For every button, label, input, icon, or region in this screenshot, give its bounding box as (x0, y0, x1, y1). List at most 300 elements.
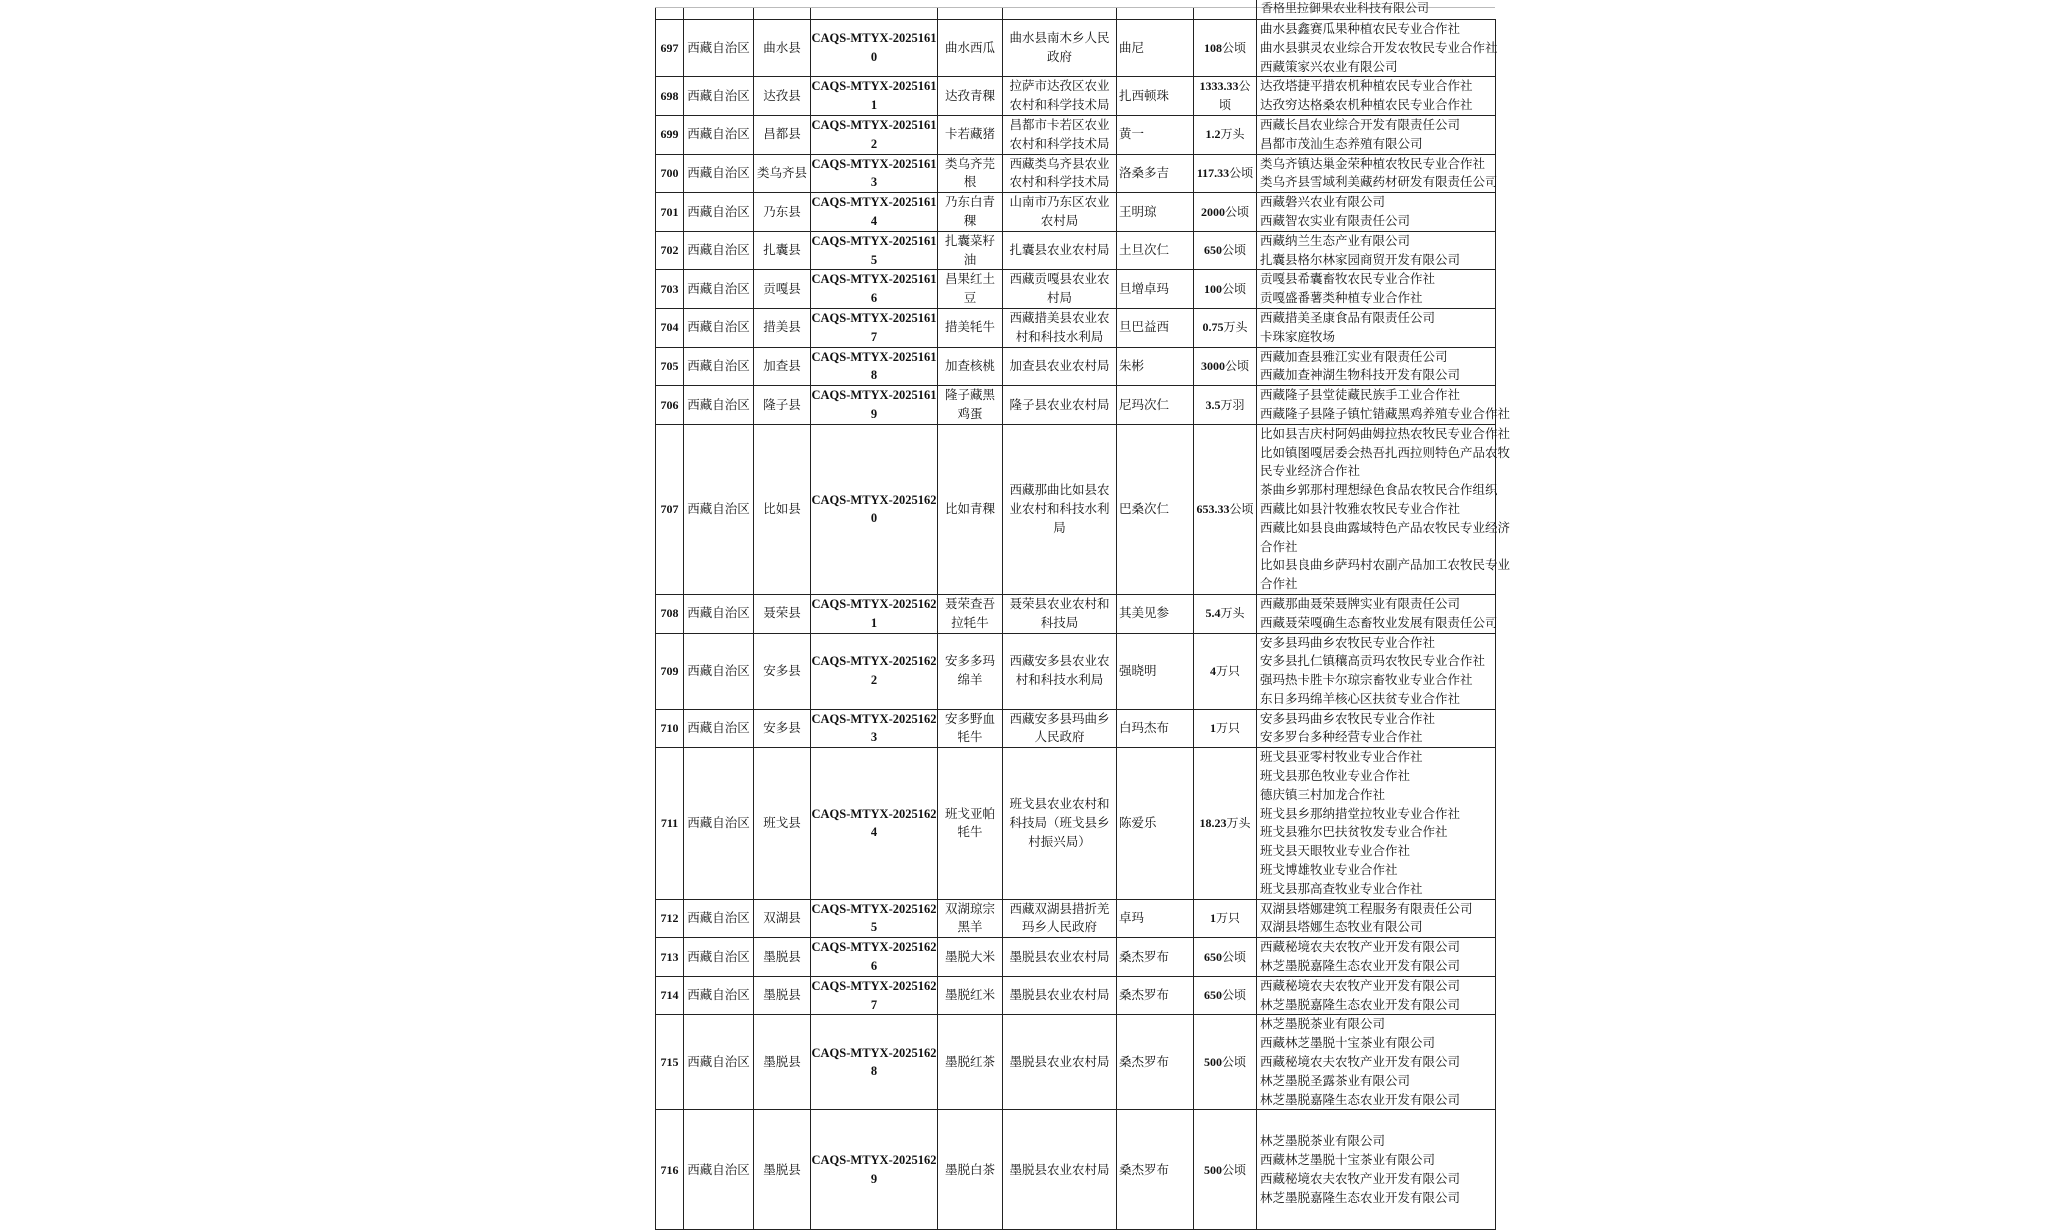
product-name-cell-text: 安多多玛绵羊 (944, 653, 995, 688)
contact-person-cell-text: 桑杰罗布 (1119, 987, 1170, 1003)
applicant-agency-cell-text: 西藏措美县农业农村和科技水利局 (1009, 309, 1110, 344)
product-name-cell (938, 424, 1003, 594)
contact-person-cell (1117, 1110, 1194, 1230)
product-name-cell-text: 乃东白青稞 (944, 194, 995, 228)
entity-name: 林芝墨脱嘉隆生态农业开发有限公司 (1260, 1091, 1461, 1107)
table-row (656, 976, 1496, 1015)
operating-entities-cell (1257, 1015, 1496, 1110)
scale-cell (1194, 386, 1257, 425)
certificate-code-cell-text: CAQS-MTYX-20251622 (811, 654, 937, 688)
county-cell (754, 386, 811, 425)
applicant-agency-cell (1003, 308, 1117, 347)
entity-name: 安多县玛曲乡农牧民专业合作社 (1260, 710, 1436, 726)
table-row (656, 1110, 1496, 1230)
table-row (656, 633, 1496, 709)
province-cell (684, 976, 754, 1015)
applicant-agency-cell (1003, 231, 1117, 270)
contact-person-cell-text: 朱彬 (1119, 357, 1145, 373)
county-cell-text: 安多县 (763, 720, 801, 736)
province-cell-text: 西藏自治区 (687, 500, 750, 516)
entity-name: 民专业经济合作社 (1260, 463, 1361, 479)
certificate-code-cell (811, 386, 938, 425)
table-row (656, 115, 1496, 154)
product-name-cell (938, 594, 1003, 633)
entity-name: 类乌齐县雪域利美藏药材研发有限责任公司 (1260, 174, 1498, 190)
certificate-code-cell (811, 308, 938, 347)
row-number-text: 700 (660, 165, 679, 180)
contact-person-cell (1117, 748, 1194, 899)
scale-value: 18.23 (1199, 816, 1227, 831)
row-number (656, 1110, 684, 1230)
province-cell-text: 西藏自治区 (687, 605, 750, 621)
operating-entities-cell (1257, 938, 1496, 977)
province-cell (684, 748, 754, 899)
certificate-code-cell-text: CAQS-MTYX-20251616 (811, 272, 937, 306)
entity-name: 扎囊县格尔林家园商贸开发有限公司 (1260, 251, 1461, 267)
entity-name: 安多县玛曲乡农牧民专业合作社 (1260, 634, 1436, 650)
entity-name: 强玛热卡胜卡尔琼宗畜牧业专业合作社 (1260, 672, 1473, 688)
product-name-cell-text: 聂荣查吾拉牦牛 (944, 595, 995, 630)
county-cell (754, 594, 811, 633)
scale-unit: 万只 (1215, 911, 1240, 926)
product-name-cell (938, 115, 1003, 154)
entity-name: 西藏策家兴农业有限公司 (1260, 58, 1398, 74)
contact-person-cell-text: 曲尼 (1119, 39, 1145, 55)
county-cell-text: 比如县 (763, 500, 801, 516)
entity-name: 西藏秘境农夫农牧产业开发有限公司 (1260, 977, 1461, 993)
county-cell (754, 231, 811, 270)
contact-person-cell-text: 其美见参 (1119, 605, 1170, 621)
entity-name: 西藏措美圣康食品有限责任公司 (1260, 309, 1436, 325)
product-name-cell-text: 卡若藏猪 (944, 126, 995, 142)
certificate-code-cell (811, 938, 938, 977)
applicant-agency-cell-text: 西藏双湖县措折羌玛乡人民政府 (1009, 900, 1110, 935)
row-number (656, 231, 684, 270)
applicant-agency-cell (1003, 20, 1117, 77)
contact-person-cell-text: 旦增卓玛 (1119, 280, 1170, 296)
entity-name: 林芝墨脱茶业有限公司 (1260, 1133, 1386, 1149)
county-cell-text: 隆子县 (763, 396, 801, 412)
prev-row-border (810, 8, 811, 19)
county-cell (754, 424, 811, 594)
county-cell-text: 昌都县 (763, 126, 801, 142)
applicant-agency-cell-text: 墨脱县农业农村局 (1009, 987, 1110, 1003)
county-cell (754, 193, 811, 232)
product-name-cell (938, 633, 1003, 709)
contact-person-cell-text: 卓玛 (1119, 910, 1145, 926)
entity-name: 西藏林芝墨脱十宝茶业有限公司 (1260, 1152, 1436, 1168)
contact-person-cell (1117, 77, 1194, 116)
county-cell (754, 308, 811, 347)
county-cell (754, 270, 811, 309)
contact-person-cell (1117, 938, 1194, 977)
certificate-code-cell (811, 115, 938, 154)
province-cell-text: 西藏自治区 (687, 1054, 750, 1070)
operating-entities-cell (1257, 976, 1496, 1015)
county-cell (754, 1110, 811, 1230)
row-number (656, 154, 684, 193)
applicant-agency-cell-text: 西藏类乌齐县农业农村和科学技术局 (1009, 155, 1110, 190)
certificate-code-cell (811, 193, 938, 232)
product-name-cell-text: 墨脱红米 (944, 987, 995, 1003)
contact-person-cell-text: 白玛杰布 (1119, 720, 1170, 736)
applicant-agency-cell (1003, 193, 1117, 232)
table-row (656, 938, 1496, 977)
province-cell-text: 西藏自治区 (687, 203, 750, 219)
applicant-agency-cell-text: 墨脱县农业农村局 (1009, 1054, 1110, 1070)
product-name-cell-text: 墨脱大米 (944, 948, 995, 964)
county-cell (754, 748, 811, 899)
row-number-text: 698 (660, 88, 679, 103)
operating-entities-cell (1257, 77, 1496, 116)
table-row (656, 386, 1496, 425)
certificate-code-cell-text: CAQS-MTYX-20251619 (811, 388, 937, 421)
applicant-agency-cell-text: 隆子县农业农村局 (1009, 396, 1110, 412)
operating-entities-cell (1257, 1110, 1496, 1230)
operating-entities-cell (1257, 20, 1496, 77)
province-cell-text: 西藏自治区 (687, 720, 750, 736)
county-cell-text: 达孜县 (763, 87, 801, 103)
province-cell-text: 西藏自治区 (687, 662, 750, 678)
product-name-cell-text: 双湖琼宗黑羊 (944, 900, 995, 935)
product-name-cell (938, 193, 1003, 232)
entity-name: 班戈县那高查牧业专业合作社 (1260, 880, 1423, 896)
scale-unit: 万羽 (1220, 397, 1245, 412)
applicant-agency-cell (1003, 154, 1117, 193)
province-cell (684, 77, 754, 116)
certificate-code-cell-text: CAQS-MTYX-20251629 (811, 1153, 937, 1186)
table-row (656, 424, 1496, 594)
row-number (656, 386, 684, 425)
county-cell (754, 976, 811, 1015)
row-number-text: 702 (660, 243, 679, 258)
certificate-code-cell-text: CAQS-MTYX-20251624 (811, 806, 937, 840)
contact-person-cell (1117, 231, 1194, 270)
certificate-code-cell (811, 709, 938, 748)
scale-cell (1194, 347, 1257, 386)
row-number-text: 701 (660, 204, 679, 219)
certificate-code-cell (811, 748, 938, 899)
row-number-text: 704 (660, 320, 679, 335)
certificate-code-cell (811, 77, 938, 116)
previous-row-entity-tail: 香格里拉御果农业科技有限公司 (1256, 0, 1495, 19)
certificate-code-cell-text: CAQS-MTYX-20251614 (811, 195, 937, 228)
table-row (656, 748, 1496, 899)
scale-unit: 公顷 (1224, 358, 1249, 373)
scale-cell (1194, 308, 1257, 347)
entity-name: 林芝墨脱嘉隆生态农业开发有限公司 (1260, 996, 1461, 1012)
scale-cell (1194, 938, 1257, 977)
applicant-agency-cell (1003, 424, 1117, 594)
entity-name: 班戈县乡那纳措堂拉牧业专业合作社 (1260, 805, 1461, 821)
product-name-cell (938, 386, 1003, 425)
entity-name: 曲水县鑫赛瓜果种植农民专业合作社 (1260, 21, 1461, 36)
product-name-cell (938, 20, 1003, 77)
entity-name: 西藏林芝墨脱十宝茶业有限公司 (1260, 1035, 1436, 1051)
table-row (656, 709, 1496, 748)
applicant-agency-cell-text: 西藏安多县农业农村和科技水利局 (1009, 653, 1110, 688)
applicant-agency-cell-text: 墨脱县农业农村局 (1009, 948, 1110, 964)
province-cell-text: 西藏自治区 (687, 815, 750, 831)
scale-cell (1194, 709, 1257, 748)
row-number-text: 706 (660, 397, 679, 412)
row-number-text: 713 (660, 949, 679, 964)
province-cell-text: 西藏自治区 (687, 396, 750, 412)
certificate-code-cell-text: CAQS-MTYX-20251618 (811, 349, 937, 383)
scale-unit: 公顷 (1221, 1162, 1246, 1177)
operating-entities-cell (1257, 633, 1496, 709)
county-cell-text: 安多县 (763, 662, 801, 678)
scale-cell (1194, 193, 1257, 232)
entity-name: 林芝墨脱茶业有限公司 (1260, 1016, 1386, 1032)
product-name-cell (938, 748, 1003, 899)
prev-row-border (1116, 8, 1117, 19)
table-body (656, 20, 1511, 1230)
prev-row-border (683, 8, 684, 19)
entity-name: 达孜塔捷平措农机种植农民专业合作社 (1260, 78, 1473, 94)
applicant-agency-cell (1003, 976, 1117, 1015)
certificate-code-cell-text: CAQS-MTYX-20251621 (811, 596, 937, 630)
row-number (656, 77, 684, 116)
row-number (656, 976, 684, 1015)
scale-value: 500 (1203, 1055, 1222, 1070)
certificate-code-cell-text: CAQS-MTYX-20251613 (811, 156, 937, 190)
product-name-cell (938, 347, 1003, 386)
table-row (656, 77, 1496, 116)
scale-unit: 万头 (1220, 127, 1245, 142)
row-number (656, 115, 684, 154)
scale-unit: 万只 (1215, 663, 1240, 678)
table-row (656, 270, 1496, 309)
entity-name: 西藏隆子县隆子镇忙错藏黑鸡养殖专业合作社 (1260, 405, 1511, 421)
province-cell (684, 193, 754, 232)
county-cell-text: 加查县 (763, 357, 801, 373)
entity-name: 双湖县塔娜生态牧业有限公司 (1260, 919, 1423, 935)
entity-name: 西藏秘境农夫农牧产业开发有限公司 (1260, 939, 1461, 955)
certificate-code-cell-text: CAQS-MTYX-20251617 (811, 310, 937, 344)
entity-name: 安多县扎仁镇穰高贡玛农牧民专业合作社 (1260, 653, 1486, 669)
table-row (656, 231, 1496, 270)
row-number-text: 711 (660, 816, 679, 831)
county-cell-text: 类乌齐县 (756, 164, 807, 180)
prev-row-border (753, 8, 754, 19)
entity-name: 合作社 (1260, 576, 1298, 592)
province-cell-text: 西藏自治区 (687, 126, 750, 142)
product-name-cell-text: 类乌齐芫根 (944, 155, 995, 190)
row-number-text: 716 (660, 1162, 679, 1177)
contact-person-cell (1117, 424, 1194, 594)
product-name-cell-text: 加查核桃 (944, 357, 995, 373)
scale-cell (1194, 231, 1257, 270)
province-cell (684, 231, 754, 270)
scale-unit: 公顷 (1221, 243, 1246, 258)
contact-person-cell-text: 桑杰罗布 (1119, 1161, 1170, 1177)
operating-entities-cell (1257, 347, 1496, 386)
product-name-cell (938, 938, 1003, 977)
certificate-code-cell-text: CAQS-MTYX-20251627 (811, 978, 937, 1012)
applicant-agency-cell-text: 昌都市卡若区农业农村和科学技术局 (1009, 116, 1110, 151)
scale-cell (1194, 77, 1257, 116)
entity-name: 西藏秘境农夫农牧产业开发有限公司 (1260, 1170, 1461, 1186)
scale-unit: 万头 (1223, 320, 1248, 335)
certificate-code-cell (811, 976, 938, 1015)
certificate-code-cell (811, 424, 938, 594)
scale-cell (1194, 270, 1257, 309)
scale-value: 500 (1203, 1162, 1222, 1177)
certificate-code-cell (811, 154, 938, 193)
product-name-cell (938, 709, 1003, 748)
province-cell-text: 西藏自治区 (687, 280, 750, 296)
entity-name: 林芝墨脱圣露茶业有限公司 (1260, 1072, 1411, 1088)
contact-person-cell (1117, 347, 1194, 386)
table-row (656, 154, 1496, 193)
row-number-text: 712 (660, 911, 679, 926)
table-row (656, 20, 1496, 77)
certificate-code-cell-text: CAQS-MTYX-20251611 (811, 79, 937, 113)
scale-value: 1333.33 (1199, 79, 1239, 94)
table-row (656, 594, 1496, 633)
province-cell-text: 西藏自治区 (687, 987, 750, 1003)
operating-entities-cell (1257, 115, 1496, 154)
contact-person-cell (1117, 386, 1194, 425)
applicant-agency-cell (1003, 938, 1117, 977)
county-cell (754, 938, 811, 977)
entity-name: 西藏聂荣嘎确生态畜牧业发展有限责任公司 (1260, 614, 1498, 630)
certificate-code-cell (811, 20, 938, 77)
scale-unit: 公顷 (1218, 79, 1251, 113)
operating-entities-cell (1257, 308, 1496, 347)
product-name-cell-text: 安多野血牦牛 (944, 710, 995, 745)
scale-value: 650 (1203, 988, 1222, 1003)
operating-entities-cell (1257, 424, 1511, 594)
contact-person-cell-text: 陈爱乐 (1119, 815, 1157, 831)
scale-cell (1194, 594, 1257, 633)
scale-value: 650 (1203, 949, 1222, 964)
certificate-code-cell-text: CAQS-MTYX-20251612 (811, 117, 937, 151)
entity-name: 比如镇图嘎居委会热吾扎西拉则特色产品农牧 (1260, 444, 1511, 460)
contact-person-cell (1117, 154, 1194, 193)
scale-cell (1194, 633, 1257, 709)
contact-person-cell (1117, 709, 1194, 748)
operating-entities-cell (1257, 154, 1496, 193)
row-number (656, 938, 684, 977)
province-cell (684, 594, 754, 633)
scale-value: 5.4 (1205, 606, 1221, 621)
scale-unit: 万头 (1220, 606, 1245, 621)
certificate-code-cell-text: CAQS-MTYX-20251620 (811, 492, 937, 526)
county-cell (754, 347, 811, 386)
certificate-code-cell (811, 1015, 938, 1110)
contact-person-cell-text: 巴桑次仁 (1119, 500, 1170, 516)
row-number-text: 709 (660, 663, 679, 678)
product-name-cell (938, 77, 1003, 116)
entity-name: 比如县吉庆村阿妈曲姆拉热农牧民专业合作社 (1260, 425, 1511, 441)
contact-person-cell (1117, 633, 1194, 709)
scale-unit: 公顷 (1221, 40, 1246, 55)
entity-name: 德庆镇三村加龙合作社 (1260, 786, 1386, 802)
province-cell (684, 154, 754, 193)
county-cell-text: 措美县 (763, 319, 801, 335)
row-number (656, 1015, 684, 1110)
certificate-code-cell (811, 633, 938, 709)
entity-name: 西藏纳兰生态产业有限公司 (1260, 232, 1411, 248)
entity-name: 比如县良曲乡萨玛村农副产品加工农牧民专业 (1260, 557, 1511, 573)
row-number (656, 308, 684, 347)
province-cell-text: 西藏自治区 (687, 910, 750, 926)
row-number (656, 899, 684, 938)
row-number (656, 347, 684, 386)
applicant-agency-cell-text: 拉萨市达孜区农业农村和科学技术局 (1009, 78, 1110, 113)
row-number-text: 707 (660, 501, 679, 516)
product-name-cell-text: 曲水西瓜 (944, 39, 995, 55)
row-number (656, 709, 684, 748)
product-name-cell (938, 1110, 1003, 1230)
row-number (656, 270, 684, 309)
product-name-cell-text: 墨脱红茶 (944, 1054, 995, 1070)
county-cell (754, 1015, 811, 1110)
scale-cell (1194, 976, 1257, 1015)
prev-row-border (1002, 8, 1003, 19)
scale-cell (1194, 424, 1257, 594)
contact-person-cell-text: 扎西顿珠 (1119, 87, 1170, 103)
province-cell (684, 424, 754, 594)
province-cell-text: 西藏自治区 (687, 357, 750, 373)
scale-value: 100 (1203, 281, 1222, 296)
applicant-agency-cell (1003, 594, 1117, 633)
entity-name: 西藏隆子县堂徒藏民族手工业合作社 (1260, 387, 1461, 403)
scale-value: 3.5 (1205, 397, 1221, 412)
applicant-agency-cell-text: 西藏安多县玛曲乡人民政府 (1009, 710, 1110, 745)
scale-cell (1194, 20, 1257, 77)
entity-name: 西藏加查县雅江实业有限责任公司 (1260, 348, 1448, 364)
applicant-agency-cell-text: 聂荣县农业农村和科技局 (1009, 595, 1110, 630)
certificate-code-cell-text: CAQS-MTYX-20251628 (811, 1045, 937, 1079)
province-cell-text: 西藏自治区 (687, 242, 750, 258)
entity-name: 西藏比如县良曲露域特色产品农牧民专业经济 (1260, 519, 1511, 535)
entity-name: 卡珠家庭牧场 (1260, 328, 1336, 344)
applicant-agency-cell (1003, 899, 1117, 938)
operating-entities-cell (1257, 748, 1496, 899)
province-cell (684, 270, 754, 309)
county-cell (754, 709, 811, 748)
province-cell (684, 1015, 754, 1110)
scale-cell (1194, 154, 1257, 193)
operating-entities-cell (1257, 270, 1496, 309)
entity-name: 班戈县那色牧业专业合作社 (1260, 768, 1411, 784)
prev-row-border (1193, 8, 1194, 19)
province-cell (684, 386, 754, 425)
scale-value: 650 (1203, 243, 1222, 258)
contact-person-cell-text: 洛桑多吉 (1119, 164, 1170, 180)
county-cell-text: 班戈县 (763, 815, 801, 831)
row-number-text: 705 (660, 358, 679, 373)
contact-person-cell-text: 王明琼 (1119, 203, 1157, 219)
county-cell-text: 墨脱县 (763, 1161, 801, 1177)
applicant-agency-cell-text: 墨脱县农业农村局 (1009, 1161, 1110, 1177)
entity-name: 双湖县塔娜建筑工程服务有限责任公司 (1260, 900, 1473, 916)
contact-person-cell (1117, 976, 1194, 1015)
scale-value: 1.2 (1205, 127, 1221, 142)
contact-person-cell-text: 强晓明 (1119, 662, 1157, 678)
scale-unit: 公顷 (1221, 281, 1246, 296)
row-number (656, 193, 684, 232)
registration-table (655, 19, 1511, 1230)
province-cell-text: 西藏自治区 (687, 948, 750, 964)
product-name-cell-text: 达孜青稞 (944, 87, 995, 103)
scale-unit: 万头 (1226, 816, 1251, 831)
row-number (656, 748, 684, 899)
product-name-cell-text: 比如青稞 (944, 500, 995, 516)
